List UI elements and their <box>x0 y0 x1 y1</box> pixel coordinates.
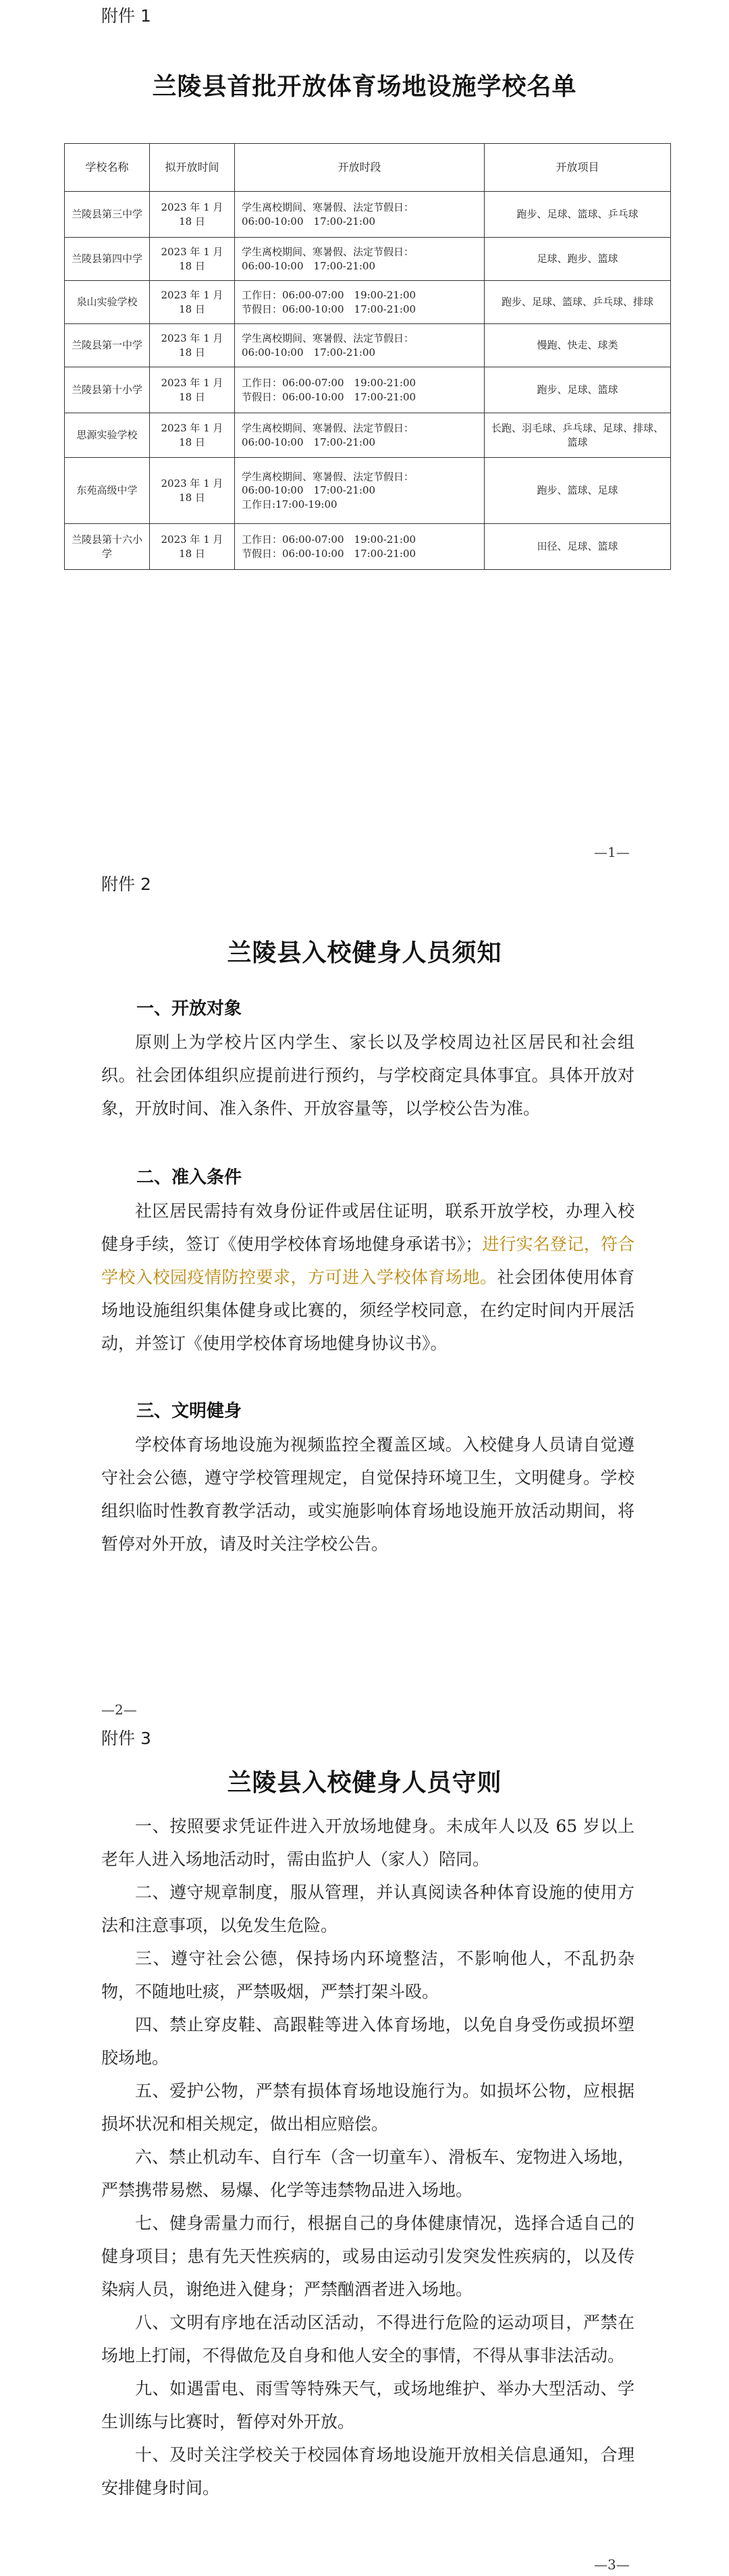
open-hours-line: 工作日:17:00-19:00 <box>242 498 338 510</box>
rule-item: 四、禁止穿皮鞋、高跟鞋等进入体育场地，以免自身受伤或损坏塑胶场地。 <box>101 2015 634 2068</box>
open-hours <box>235 458 485 524</box>
school-name: 兰陵县第十小学 <box>65 367 150 413</box>
open-hours <box>235 524 485 570</box>
open-hours <box>235 238 485 281</box>
open-date: 2023 年 1 月 18 日 <box>150 192 235 238</box>
school-name: 兰陵县第三中学 <box>65 192 150 238</box>
school-name: 兰陵县第一中学 <box>65 324 150 367</box>
rule-item: 七、健身需量力而行，根据自己的身体健康情况，选择合适自己的健身项目；患有先天性疾病的，或易由运动引发突发性疾病的，以及传染病人员，谢绝进入健身；严禁酗酒者进入场地。 <box>101 2213 634 2299</box>
section-body: 学校体育场地设施为视频监控全覆盖区域。入校健身人员请自觉遵守社会公德，遵守学校管理规定，自觉保持环境卫生，文明健身。学校组织临时性教育教学活动，或实施影响体育场地设施开放活动期间，将暂停对外开放，请及时关注学校公告。 <box>101 1435 634 1554</box>
open-hours-line: 06:00-10:00 17:00-21:00 <box>242 484 376 497</box>
table-row <box>65 367 671 413</box>
open-hours-line: 06:00-10:00 17:00-21:00 <box>242 346 376 359</box>
open-projects: 田径、足球、篮球 <box>485 524 671 570</box>
open-projects: 跑步、足球、篮球、乒乓球、排球 <box>485 281 671 324</box>
open-hours-line: 节假日：06:00-10:00 17:00-21:00 <box>242 303 416 315</box>
rules-list <box>101 1810 634 2504</box>
table-row <box>65 324 671 367</box>
section-body-text: 社会团体使用体育场地设施组织集体健身或比赛的，须经学校同意，在约定时间内开展活动，并签订《使用学校体育场地健身协议书》。 <box>101 1267 634 1353</box>
page-number-2: —2— <box>101 1702 137 1718</box>
rule-item: 九、如遇雷电、雨雪等特殊天气，或场地维护、举办大型活动、学生训练与比赛时，暂停对外开放。 <box>101 2379 634 2432</box>
open-date: 2023 年 1 月 18 日 <box>150 367 235 413</box>
rule-item: 一、按照要求凭证件进入开放场地健身。未成年人以及 65 岁以上老年人进入场地活动时，需由监护人（家人）陪同。 <box>101 1816 634 1869</box>
section-heading: 一、开放对象 <box>136 999 242 1019</box>
table-row <box>65 192 671 238</box>
table-header-row <box>65 144 671 192</box>
school-list-table <box>64 143 671 570</box>
table-row <box>65 281 671 324</box>
rule-item: 十、及时关注学校关于校园体育场地设施开放相关信息通知，合理安排健身时间。 <box>101 2445 634 2498</box>
rule-item: 八、文明有序地在活动区活动，不得进行危险的运动项目，严禁在场地上打闹，不得做危及自身和他人安全的事情，不得从事非法活动。 <box>101 2313 634 2365</box>
appendix-3-label: 附件 3 <box>101 1729 151 1748</box>
page-number-3: —3— <box>594 2556 630 2573</box>
header-school-name: 学校名称 <box>65 144 150 192</box>
rule-item: 六、禁止机动车、自行车（含一切童车）、滑板车、宠物进入场地，严禁携带易燃、易爆、化学等违禁物品进入场地。 <box>101 2147 634 2200</box>
table-row <box>65 458 671 524</box>
rule-item: 三、遵守社会公德，保持场内环境整洁，不影响他人，不乱扔杂物，不随地吐痰，严禁吸烟，严禁打架斗殴。 <box>101 1949 634 2001</box>
open-hours-line: 06:00-10:00 17:00-21:00 <box>242 436 376 448</box>
school-name: 泉山实验学校 <box>65 281 150 324</box>
appendix-1-label: 附件 1 <box>101 6 151 26</box>
open-date: 2023 年 1 月 18 日 <box>150 238 235 281</box>
school-name: 兰陵县第十六小学 <box>65 524 150 570</box>
header-open-date: 拟开放时间 <box>150 144 235 192</box>
rule-item: 五、爱护公物，严禁有损体育场地设施行为。如损坏公物，应根据损坏状况和相关规定，做出相应赔偿。 <box>101 2081 634 2134</box>
open-hours <box>235 367 485 413</box>
table-row <box>65 524 671 570</box>
section-body-highlight: 进行实名登记，符合学校入校园疫情防控要求，方可进入学校体育场地。 <box>101 1234 634 1287</box>
open-hours-line: 节假日：06:00-10:00 17:00-21:00 <box>242 547 416 560</box>
appendix-1-title: 兰陵县首批开放体育场地设施学校名单 <box>152 73 577 101</box>
open-hours-line: 学生离校期间、寒暑假、法定节假日： <box>242 422 414 435</box>
open-hours-line: 06:00-10:00 17:00-21:00 <box>242 259 376 272</box>
section-heading: 二、准入条件 <box>136 1167 242 1188</box>
open-projects: 跑步、足球、篮球、乒乓球 <box>485 192 671 238</box>
open-hours-line: 学生离校期间、寒暑假、法定节假日： <box>242 471 414 483</box>
open-hours-line: 工作日：06:00-07:00 19:00-21:00 <box>242 377 416 390</box>
school-name: 东苑高级中学 <box>65 458 150 524</box>
open-hours <box>235 281 485 324</box>
header-open-hours: 开放时段 <box>235 144 485 192</box>
notice-section-3 <box>101 1395 634 1560</box>
rule-item: 二、遵守规章制度，服从管理，并认真阅读各种体育设施的使用方法和注意事项，以免发生危险。 <box>101 1883 634 1935</box>
table-row <box>65 413 671 458</box>
appendix-3-title: 兰陵县入校健身人员守则 <box>227 1769 502 1797</box>
open-hours-line: 工作日：06:00-07:00 19:00-21:00 <box>242 289 416 302</box>
section-body: 原则上为学校片区内学生、家长以及学校周边社区居民和社会组织。社会团体组织应提前进行预约，与学校商定具体事宜。具体开放对象，开放时间、准入条件、开放容量等，以学校公告为准。 <box>101 1032 634 1118</box>
open-date: 2023 年 1 月 18 日 <box>150 413 235 458</box>
table-row <box>65 238 671 281</box>
section-body-text: 社区居民需持有效身份证件或居住证明，联系开放学校，办理入校健身手续，签订《使用学校体育场地健身承诺书》； <box>101 1201 634 1254</box>
open-hours-line: 节假日：06:00-10:00 17:00-21:00 <box>242 390 416 403</box>
open-projects: 长跑、羽毛球、乒乓球、足球、排球、篮球 <box>485 413 671 458</box>
appendix-2-label: 附件 2 <box>101 874 151 894</box>
page-number-1: —1— <box>594 844 630 860</box>
section-body <box>101 1194 634 1360</box>
open-date: 2023 年 1 月 18 日 <box>150 324 235 367</box>
section-heading: 三、文明健身 <box>136 1401 242 1421</box>
open-projects: 跑步、足球、篮球 <box>485 367 671 413</box>
school-name: 兰陵县第四中学 <box>65 238 150 281</box>
open-hours-line: 学生离校期间、寒暑假、法定节假日： <box>242 332 414 345</box>
notice-section-2 <box>101 1161 634 1360</box>
school-name: 思源实验学校 <box>65 413 150 458</box>
open-hours <box>235 192 485 238</box>
notice-section-1 <box>101 993 634 1125</box>
open-projects: 慢跑、快走、球类 <box>485 324 671 367</box>
header-open-projects: 开放项目 <box>485 144 671 192</box>
open-hours-line: 工作日：06:00-07:00 19:00-21:00 <box>242 533 416 546</box>
open-hours <box>235 324 485 367</box>
open-date: 2023 年 1 月 18 日 <box>150 281 235 324</box>
open-projects: 跑步、篮球、足球 <box>485 458 671 524</box>
open-hours <box>235 413 485 458</box>
open-date: 2023 年 1 月 18 日 <box>150 524 235 570</box>
open-hours-line: 学生离校期间、寒暑假、法定节假日： <box>242 246 414 259</box>
open-projects: 足球、跑步、篮球 <box>485 238 671 281</box>
appendix-2-title: 兰陵县入校健身人员须知 <box>227 939 502 967</box>
open-date: 2023 年 1 月 18 日 <box>150 458 235 524</box>
open-hours-line: 学生离校期间、寒暑假、法定节假日： <box>242 201 414 214</box>
open-hours-line: 06:00-10:00 17:00-21:00 <box>242 215 376 228</box>
